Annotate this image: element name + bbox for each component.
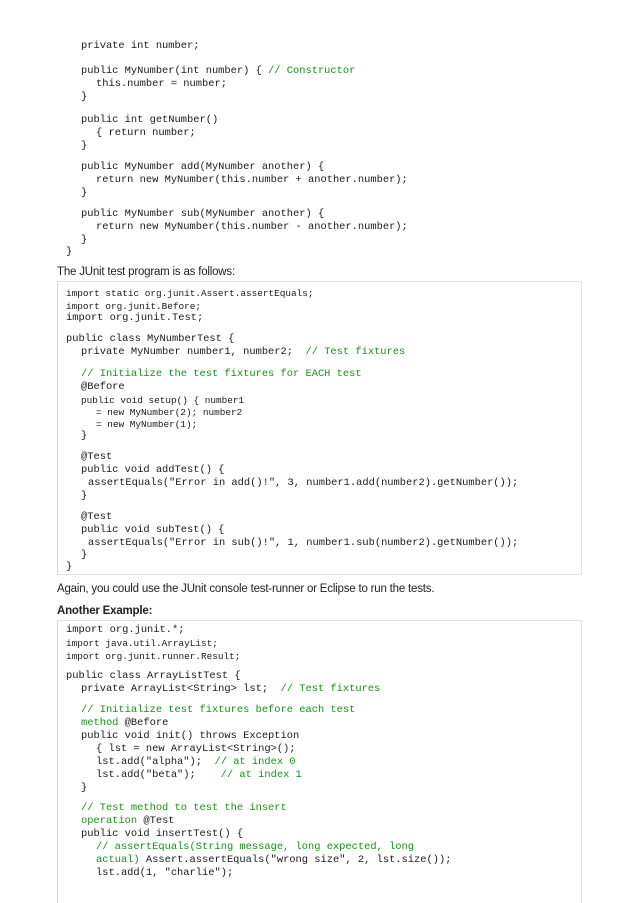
code-line: import static org.junit.Assert.assertEquals; bbox=[66, 288, 314, 299]
code-line: actual) Assert.assertEquals("wrong size", 2, lst.size()); bbox=[96, 854, 452, 866]
paragraph: The JUnit test program is as follows: bbox=[57, 266, 235, 278]
code-line: } bbox=[81, 187, 88, 199]
code-line: // Initialize the test fixtures for EACH test bbox=[81, 368, 362, 380]
code-line: } bbox=[81, 430, 88, 442]
code-line: public void subTest() { bbox=[81, 524, 225, 536]
code-line: = new MyNumber(2); number2 bbox=[96, 407, 243, 418]
code-line: } bbox=[66, 246, 73, 258]
code-line: public MyNumber(int number) { // Constructor bbox=[81, 65, 356, 77]
code-line: public MyNumber sub(MyNumber another) { bbox=[81, 208, 325, 220]
code-line: assertEquals("Error in sub()!", 1, number1.sub(number2).getNumber()); bbox=[88, 537, 519, 549]
code-line: } bbox=[66, 561, 73, 573]
code-line: public MyNumber add(MyNumber another) { bbox=[81, 161, 325, 173]
code-line: this.number = number; bbox=[96, 78, 227, 90]
code-line: public void addTest() { bbox=[81, 464, 225, 476]
code-line: return new MyNumber(this.number + another.number); bbox=[96, 174, 408, 186]
code-line: } bbox=[81, 549, 88, 561]
code-line: private MyNumber number1, number2; // Test fixtures bbox=[81, 346, 406, 358]
code-line: operation @Test bbox=[81, 815, 175, 827]
code-line: import org.junit.Before; bbox=[66, 301, 202, 312]
code-line: public void insertTest() { bbox=[81, 828, 244, 840]
code-line: } bbox=[81, 234, 88, 246]
code-line: = new MyNumber(1); bbox=[96, 419, 198, 430]
code-line: import org.junit.Test; bbox=[66, 312, 204, 324]
code-line: lst.add("alpha"); // at index 0 bbox=[96, 756, 296, 768]
code-line: import java.util.ArrayList; bbox=[66, 638, 218, 649]
code-line: private int number; bbox=[81, 40, 200, 52]
code-line: @Before bbox=[81, 381, 125, 393]
code-line: } bbox=[81, 140, 88, 152]
code-line: public class ArrayListTest { bbox=[66, 670, 241, 682]
code-line: public class MyNumberTest { bbox=[66, 333, 235, 345]
code-line: // Test method to test the insert bbox=[81, 802, 287, 814]
code-line: import org.junit.runner.Result; bbox=[66, 651, 241, 662]
code-line: method @Before bbox=[81, 717, 169, 729]
code-line: public int getNumber() bbox=[81, 114, 219, 126]
paragraph: Again, you could use the JUnit console test-runner or Eclipse to run the tests. bbox=[57, 583, 435, 595]
code-line: // assertEquals(String message, long expected, long bbox=[96, 841, 415, 853]
section-heading: Another Example: bbox=[57, 605, 153, 617]
code-line: { return number; bbox=[96, 127, 196, 139]
code-line: public void setup() { number1 bbox=[81, 395, 245, 406]
code-line: // Initialize test fixtures before each test bbox=[81, 704, 356, 716]
code-line: { lst = new ArrayList<String>(); bbox=[96, 743, 296, 755]
code-line: } bbox=[81, 91, 88, 103]
code-line: lst.add("beta"); // at index 1 bbox=[96, 769, 302, 781]
code-line: return new MyNumber(this.number - another.number); bbox=[96, 221, 408, 233]
code-line: assertEquals("Error in add()!", 3, number1.add(number2).getNumber()); bbox=[88, 477, 519, 489]
code-line: private ArrayList<String> lst; // Test fixtures bbox=[81, 683, 381, 695]
code-line: } bbox=[81, 782, 88, 794]
code-line: lst.add(1, "charlie"); bbox=[96, 867, 234, 879]
code-line: @Test bbox=[81, 511, 113, 523]
code-line: @Test bbox=[81, 451, 113, 463]
code-line: import org.junit.*; bbox=[66, 624, 185, 636]
code-line: public void init() throws Exception bbox=[81, 730, 300, 742]
code-line: } bbox=[81, 490, 88, 502]
